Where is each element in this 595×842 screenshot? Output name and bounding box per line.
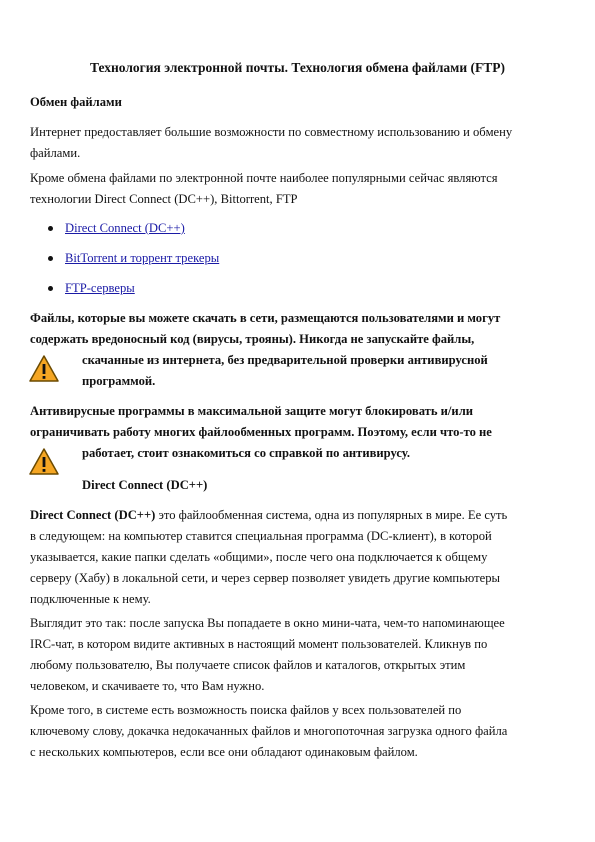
link-direct-connect[interactable]: Direct Connect (DC++) <box>65 221 185 235</box>
intro-paragraph <box>30 122 560 164</box>
text-line: ограничивать работу многих файлообменных программ. Поэтому, если что-то не <box>30 425 492 439</box>
text-line: IRC-чат, в котором видите активных в настоящий момент пользователей. Кликнув по <box>30 637 488 651</box>
dc-subheading: Direct Connect (DC++) <box>82 478 208 492</box>
dc-description-paragraph <box>30 505 560 610</box>
dc-bold-lead: Direct Connect (DC++) <box>30 508 156 522</box>
text-line: содержать вредоносный код (вирусы, трояны). Никогда не запускайте файлы, <box>30 332 475 346</box>
technology-link-list <box>30 218 560 308</box>
warning-icon <box>28 447 60 476</box>
text-line: программой. <box>82 374 156 388</box>
text-line: скачанные из интернета, без предварительной проверки антивирусной <box>82 353 488 367</box>
warning-block-malware <box>30 308 560 392</box>
text-line: в следующем: на компьютер ставится специальная программа (DC-клиент), в которой <box>30 529 492 543</box>
look-paragraph <box>30 613 560 697</box>
link-bittorrent[interactable]: BitTorrent и торрент трекеры <box>65 251 220 265</box>
bullet-icon <box>48 226 53 231</box>
list-item <box>30 248 560 278</box>
text-line: указывается, какие папки сделать «общими», после чего она подключается к общему <box>30 550 488 564</box>
section-heading: Обмен файлами <box>30 95 122 109</box>
text-line: файлами. <box>30 146 81 160</box>
text-line: Выглядит это так: после запуска Вы попадаете в окно мини-чата, чем-то напоминающее <box>30 616 505 630</box>
text-span: это файлообменная система, одна из популярных в мире. Ее суть <box>155 508 508 522</box>
search-paragraph <box>30 700 560 763</box>
list-item <box>30 278 560 308</box>
list-item <box>30 218 560 248</box>
text-line <box>30 505 560 526</box>
text-line: Интернет предоставляет большие возможности по совместному использованию и обмену <box>30 125 513 139</box>
link-ftp-servers[interactable]: FTP-серверы <box>65 281 135 295</box>
text-line: серверу (Хабу) в локальной сети, и через сервер позволяет увидеть другие компьютеры <box>30 571 501 585</box>
text-line: Антивирусные программы в максимальной защите могут блокировать и/или <box>30 404 474 418</box>
text-line: ключевому слову, докачка недокачанных файлов и многопоточная загрузка одного файла <box>30 724 508 738</box>
bullet-icon <box>48 256 53 261</box>
page-title: Технология электронной почты. Технология обмена файлами (FTP) <box>90 60 505 75</box>
text-line: работает, стоит ознакомиться со справкой по антивирусу. <box>82 446 410 460</box>
text-line: Файлы, которые вы можете скачать в сети, размещаются пользователями и могут <box>30 311 501 325</box>
bullet-icon <box>48 286 53 291</box>
text-line: с нескольких компьютеров, если все они обладают одинаковым файлом. <box>30 745 418 759</box>
text-line: подключенные к нему. <box>30 592 151 606</box>
text-line: любому пользователю, Вы получаете список файлов и каталогов, открытых этим <box>30 658 466 672</box>
technologies-paragraph <box>30 168 560 210</box>
warning-icon <box>28 354 60 383</box>
text-line: человеком, и скачиваете то, что Вам нужно. <box>30 679 265 693</box>
text-line: Кроме того, в системе есть возможность поиска файлов у всех пользователей по <box>30 703 462 717</box>
warning-block-antivirus <box>30 401 560 464</box>
text-line: Кроме обмена файлами по электронной почте наиболее популярными сейчас являются <box>30 171 498 185</box>
text-line: технологии Direct Connect (DC++), Bittorrent, FTP <box>30 192 298 206</box>
